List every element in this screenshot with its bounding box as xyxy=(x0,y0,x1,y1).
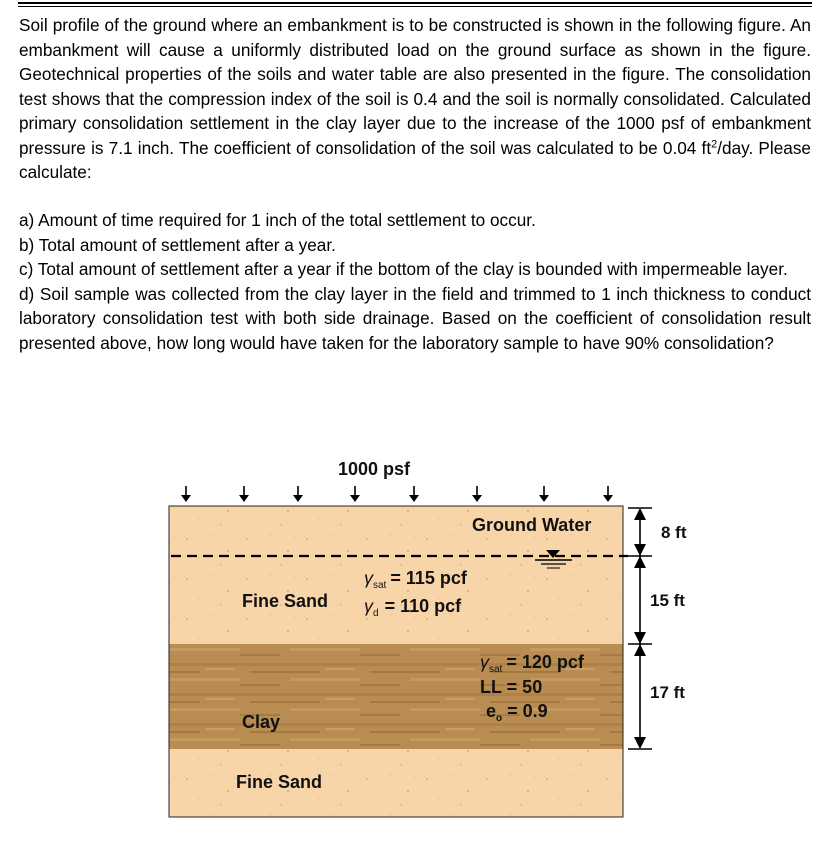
gamma-symbol: γ xyxy=(364,596,373,616)
fine-sand-gamma-d: $\gamma_d = 110$ pcf xyxy=(364,596,462,619)
soil-profile-figure xyxy=(0,450,830,847)
fine-sand-bottom-label: Fine Sand xyxy=(236,772,323,792)
clay-void-ratio: $e_o = 0.9$ xyxy=(486,701,548,724)
clay-liquid-limit: LL = 50 xyxy=(480,677,543,697)
load-label: 1000 psf xyxy=(338,459,411,479)
top-rule-thin xyxy=(18,6,812,7)
fine-sand-gamma-sat: $\gamma_{sat} = 115$ pcf xyxy=(364,568,467,591)
dimension-17ft: 17 ft xyxy=(650,683,685,702)
dimension-8ft: 8 ft xyxy=(661,523,687,542)
question-c: c) Total amount of settlement after a year if the bottom of the clay is bounded with impermeable layer. xyxy=(19,259,788,279)
gamma-symbol: γ xyxy=(480,652,489,672)
question-a: a) Amount of time required for 1 inch of the total settlement to occur. xyxy=(19,210,536,230)
dimension-15ft: 15 ft xyxy=(650,591,685,610)
dimension-line xyxy=(628,508,652,749)
load-arrows xyxy=(181,486,613,502)
question-d: d) Soil sample was collected from the clay layer in the field and trimmed to 1 inch thickness to conduct laboratory consolidation test with both side drainage. Based on the coefficient of consolidation result presented above, how long would have taken for the laboratory sample to have 90% consolidation? xyxy=(19,283,811,353)
fine-sand-top-label: Fine Sand xyxy=(242,591,329,611)
top-rule xyxy=(18,2,812,4)
unit-exponent: 2 xyxy=(711,137,718,150)
question-list xyxy=(19,208,811,355)
gamma-symbol: γ xyxy=(364,568,373,588)
question-b: b) Total amount of settlement after a year. xyxy=(19,234,336,255)
problem-intro-end: /day. Please calculate: xyxy=(19,137,811,182)
clay-label: Clay xyxy=(242,712,281,732)
problem-intro: Soil profile of the ground where an embankment is to be constructed is shown in the following figure. An embankment will cause a uniformly distributed load on the ground surface as shown in the figure. Geotechnical properties of the soils and water table are also presented in the figure. The consolidation test shows that the compression index of the soil is 0.4 and the soil is normally consolidated. Calculated primary consolidation settlement in the clay layer due to the increase of the 1000 psf of embankment pressure is 7.1 inch. The coefficient of consolidation of the soil was calculated to be 0.04 ft xyxy=(19,15,811,158)
ground-water-label: Ground Water xyxy=(472,515,592,535)
problem-statement xyxy=(19,13,811,185)
clay-gamma-sat: $\gamma_{sat} = 120$ pcf xyxy=(480,652,584,675)
